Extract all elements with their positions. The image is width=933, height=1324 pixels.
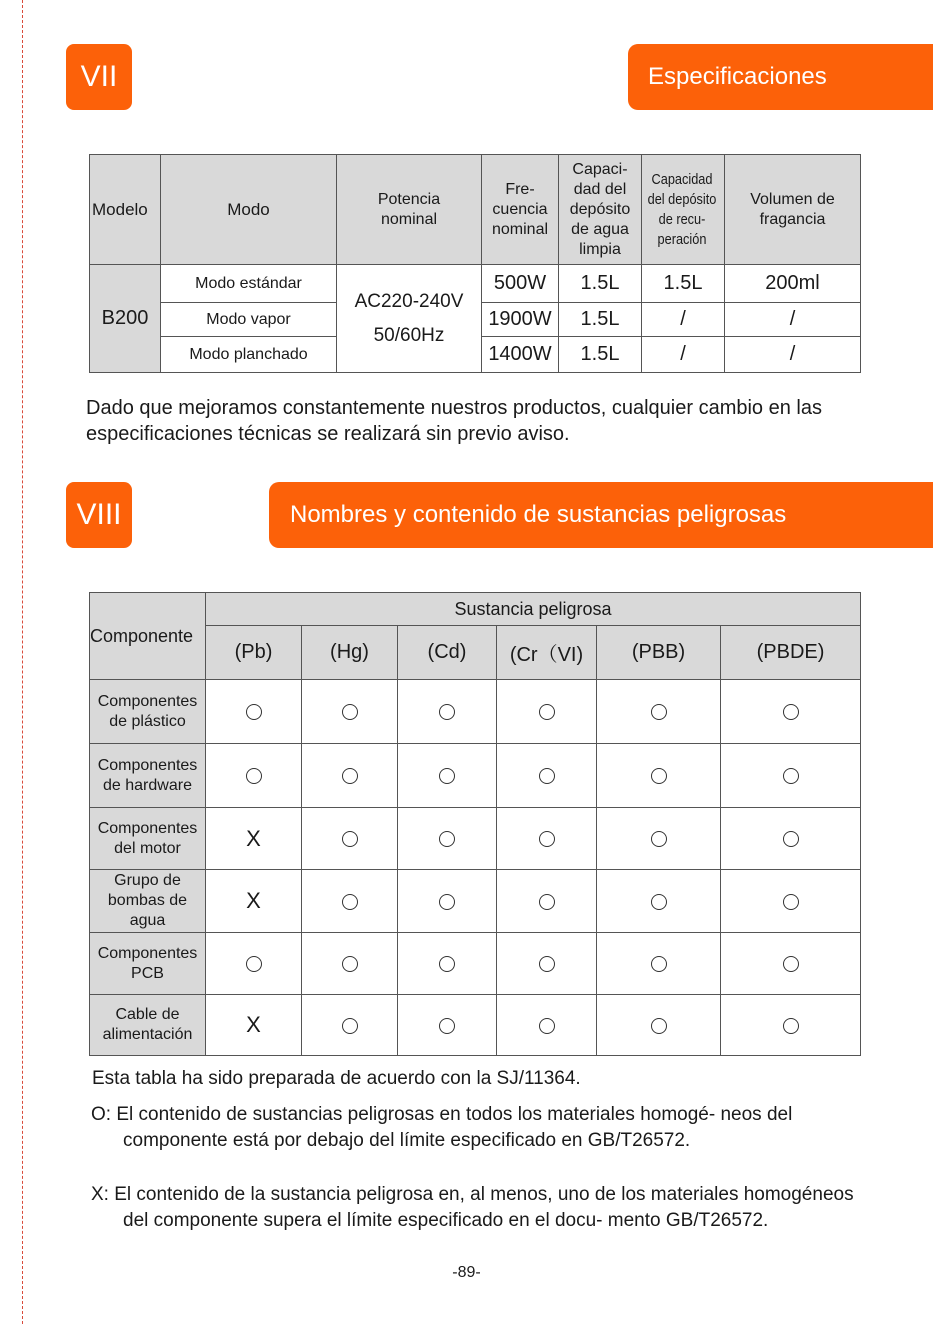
mode-cell: Modo planchado — [161, 337, 337, 373]
clean-cell: 1.5L — [559, 303, 642, 337]
fragrance-cell: / — [725, 337, 861, 373]
recovery-cell: / — [642, 337, 725, 373]
substance-cell — [597, 808, 721, 870]
circle-mark — [246, 704, 262, 720]
substance-cell — [206, 933, 302, 995]
substance-header: (Hg) — [302, 626, 398, 680]
component-name: Componentes de hardware — [90, 744, 206, 808]
circle-mark — [651, 894, 667, 910]
substance-cell — [597, 744, 721, 808]
component-name: Componentes PCB — [90, 933, 206, 995]
circle-mark — [342, 894, 358, 910]
circle-mark — [342, 768, 358, 784]
substance-cell — [398, 744, 497, 808]
standard-note: Esta tabla ha sido preparada de acuerdo con la SJ/11364. — [92, 1068, 581, 1089]
substance-cell — [597, 995, 721, 1056]
substance-cell — [721, 870, 861, 933]
circle-mark — [539, 704, 555, 720]
header-componente: Componente — [90, 593, 206, 680]
freq-cell: 500W — [482, 265, 559, 303]
substance-cell — [721, 744, 861, 808]
component-name: Grupo de bombas de agua — [90, 870, 206, 933]
substance-cell — [206, 744, 302, 808]
freq-cell: 1900W — [482, 303, 559, 337]
section-number-badge: VIII — [66, 482, 132, 548]
header-volumen: Volumen de fragancia — [725, 155, 861, 265]
substance-cell — [302, 744, 398, 808]
header-sustancia: Sustancia peligrosa — [206, 593, 861, 626]
substance-cell — [398, 680, 497, 744]
fragrance-cell: / — [725, 303, 861, 337]
substance-header: (Cr（VI) — [497, 626, 597, 680]
power-cell — [337, 265, 482, 373]
substance-header: (PBB) — [597, 626, 721, 680]
substance-cell — [497, 995, 597, 1056]
hazard-table-body — [90, 680, 861, 1056]
circle-mark — [783, 831, 799, 847]
circle-mark — [783, 894, 799, 910]
circle-mark — [439, 831, 455, 847]
circle-mark — [539, 1018, 555, 1034]
substance-cell — [206, 808, 302, 870]
recovery-cell: 1.5L — [642, 265, 725, 303]
note-o: O: El contenido de sustancias peligrosas en todos los materiales homogé- neos del componente está por debajo del límite especificado en GB/T26572. — [91, 1104, 793, 1151]
mode-cell: Modo estándar — [161, 265, 337, 303]
circle-mark — [439, 1018, 455, 1034]
substance-cell — [721, 680, 861, 744]
header-potencia: Potencia nominal — [337, 155, 482, 265]
circle-mark — [539, 768, 555, 784]
circle-mark — [783, 768, 799, 784]
section-title: Nombres y contenido de sustancias peligrosas — [290, 501, 787, 528]
table-row — [90, 995, 861, 1056]
circle-mark — [439, 768, 455, 784]
table-row — [90, 808, 861, 870]
circle-mark — [651, 831, 667, 847]
circle-mark — [246, 768, 262, 784]
x-mark: X — [246, 1012, 261, 1037]
table-row — [90, 870, 861, 933]
header-capacidad-limpia: Capaci- dad del depósito de agua limpia — [559, 155, 642, 265]
section-number-badge: VII — [66, 44, 132, 110]
substance-cell — [721, 933, 861, 995]
substance-cell — [597, 680, 721, 744]
circle-mark — [342, 956, 358, 972]
circle-mark — [439, 956, 455, 972]
substance-cell — [721, 995, 861, 1056]
substance-cell — [206, 995, 302, 1056]
hz-text: 50/60Hz — [373, 324, 445, 346]
voltage-text: AC220-240V — [354, 290, 464, 312]
substance-cell — [302, 933, 398, 995]
circle-mark — [342, 831, 358, 847]
circle-mark — [651, 704, 667, 720]
substance-cell — [497, 680, 597, 744]
hazard-table — [89, 592, 861, 1056]
substance-cell — [302, 870, 398, 933]
substance-cell — [721, 808, 861, 870]
substance-cell — [597, 870, 721, 933]
circle-mark — [342, 704, 358, 720]
recovery-cell: / — [642, 303, 725, 337]
component-name: Cable de alimentación — [90, 995, 206, 1056]
component-name: Componentes del motor — [90, 808, 206, 870]
table-row — [90, 744, 861, 808]
substance-cell — [302, 680, 398, 744]
substance-cell — [497, 808, 597, 870]
substance-cell — [206, 870, 302, 933]
table-row — [90, 680, 861, 744]
circle-mark — [342, 1018, 358, 1034]
substance-header: (Cd) — [398, 626, 497, 680]
header-frecuencia: Fre- cuencia nominal — [482, 155, 559, 265]
x-mark: X — [246, 888, 261, 913]
circle-mark — [651, 768, 667, 784]
header-capacidad-recuperacion: Capacidad del depósito de recu- peración — [642, 155, 725, 265]
section-title-banner — [269, 482, 933, 548]
substance-cell — [398, 808, 497, 870]
substance-cell — [398, 933, 497, 995]
freq-cell: 1400W — [482, 337, 559, 373]
circle-mark — [651, 956, 667, 972]
circle-mark — [783, 956, 799, 972]
circle-mark — [246, 956, 262, 972]
circle-mark — [439, 704, 455, 720]
note-x: X: El contenido de la sustancia peligrosa en, al menos, uno de los materiales homogéneos del componente supera el límite especificado en el docu- mento GB/T26572. — [91, 1184, 854, 1231]
component-name: Componentes de plástico — [90, 680, 206, 744]
substance-cell — [398, 870, 497, 933]
circle-mark — [651, 1018, 667, 1034]
clean-cell: 1.5L — [559, 265, 642, 303]
substance-cell — [497, 870, 597, 933]
circle-mark — [783, 1018, 799, 1034]
circle-mark — [783, 704, 799, 720]
spec-note: Dado que mejoramos constantemente nuestros productos, cualquier cambio en las especificaciones técnicas se realizará sin previo aviso. — [86, 397, 822, 445]
substance-header: (Pb) — [206, 626, 302, 680]
circle-mark — [539, 894, 555, 910]
circle-mark — [539, 956, 555, 972]
substance-cell — [302, 995, 398, 1056]
substance-cell — [398, 995, 497, 1056]
model-cell: B200 — [90, 265, 161, 373]
x-mark: X — [246, 825, 261, 851]
fragrance-cell: 200ml — [725, 265, 861, 303]
spec-table — [89, 154, 861, 373]
clean-cell: 1.5L — [559, 337, 642, 373]
cut-line-left — [22, 0, 23, 1324]
table-row — [90, 933, 861, 995]
substance-cell — [597, 933, 721, 995]
page-number: -89- — [452, 1264, 481, 1281]
circle-mark — [539, 831, 555, 847]
section-title: Especificaciones — [648, 63, 827, 90]
substance-cell — [302, 808, 398, 870]
substance-header: (PBDE) — [721, 626, 861, 680]
substance-cell — [497, 933, 597, 995]
header-modo: Modo — [161, 155, 337, 265]
header-modelo: Modelo — [90, 155, 161, 265]
mode-cell: Modo vapor — [161, 303, 337, 337]
section-title-banner — [628, 44, 933, 110]
substance-cell — [206, 680, 302, 744]
circle-mark — [439, 894, 455, 910]
substance-cell — [497, 744, 597, 808]
